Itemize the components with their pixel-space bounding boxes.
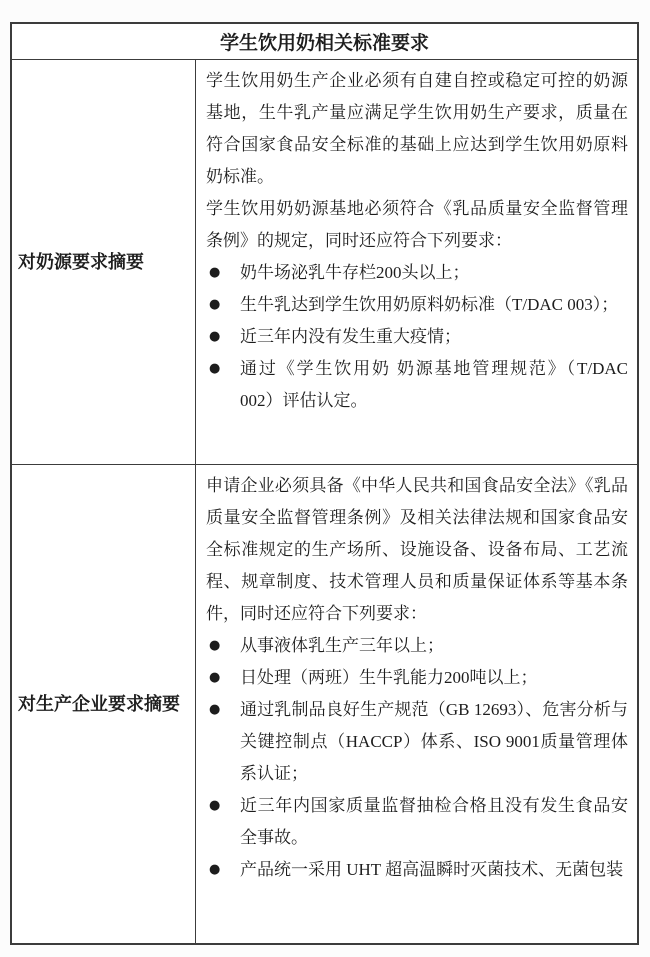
list-item — [206, 289, 628, 321]
list-item — [206, 353, 628, 417]
list-item — [206, 630, 628, 662]
list-item-text: 通过《学生饮用奶 奶源基地管理规范》（T/DAC 002）评估认定。 — [240, 359, 628, 410]
bullet-icon: ● — [209, 670, 221, 685]
list-item — [206, 694, 628, 790]
list-item-text: 日处理（两班）生牛乳能力200吨以上； — [240, 668, 538, 687]
row-content-milk-source — [196, 60, 637, 464]
list-item — [206, 321, 628, 353]
list-item — [206, 854, 628, 886]
standards-table — [10, 22, 639, 945]
bullet-icon: ● — [209, 265, 221, 280]
table-title: 学生饮用奶相关标准要求 — [219, 33, 429, 54]
list-item — [206, 662, 628, 694]
paragraph: 申请企业必须具备《中华人民共和国食品安全法》《乳品质量安全监督管理条例》及相关法律法规和国家食品安全标准规定的生产场所、设施设备、设备布局、工艺流程、规章制度、技术管理人员和质量保证体系等基本条件，同时还应符合下列要求： — [206, 476, 628, 623]
row-label-text: 对生产企业要求摘要 — [18, 694, 180, 714]
row-label-milk-source — [12, 60, 196, 464]
row-content-producer — [196, 465, 637, 943]
list-item-text: 生牛乳达到学生饮用奶原料奶标准（T/DAC 003）； — [240, 295, 619, 314]
list-item-text: 近三年内没有发生重大疫情； — [240, 327, 461, 346]
row-label-producer — [12, 465, 196, 943]
row-label-text: 对奶源要求摘要 — [18, 252, 144, 272]
table-row-milk-source — [12, 60, 637, 465]
list-item-text: 产品统一采用 UHT 超高温瞬时灭菌技术、无菌包装 — [240, 860, 624, 879]
table-row-producer — [12, 465, 637, 943]
list-item-text: 从事液体乳生产三年以上； — [240, 636, 444, 655]
list-item — [206, 257, 628, 289]
bullet-icon: ● — [209, 798, 221, 813]
bullet-icon: ● — [209, 329, 221, 344]
list-item — [206, 790, 628, 854]
table-header — [12, 24, 637, 60]
paragraph: 学生饮用奶生产企业必须有自建自控或稳定可控的奶源基地，生牛乳产量应满足学生饮用奶生产要求，质量在符合国家食品安全标准的基础上应达到学生饮用奶原料奶标准。 — [206, 71, 628, 186]
list-item-text: 奶牛场泌乳牛存栏200头以上； — [240, 263, 470, 282]
bullet-icon: ● — [209, 638, 221, 653]
list-item-text: 近三年内国家质量监督抽检合格且没有发生食品安全事故。 — [240, 796, 628, 847]
bullet-icon: ● — [209, 862, 221, 877]
bullet-icon: ● — [209, 361, 221, 376]
list-item-text: 通过乳制品良好生产规范（GB 12693）、危害分析与关键控制点（HACCP）体系、ISO 9001质量管理体系认证； — [240, 700, 628, 783]
bullet-icon: ● — [209, 702, 221, 717]
paragraph: 学生饮用奶奶源基地必须符合《乳品质量安全监督管理条例》的规定，同时还应符合下列要求： — [206, 199, 628, 250]
bullet-icon: ● — [209, 297, 221, 312]
